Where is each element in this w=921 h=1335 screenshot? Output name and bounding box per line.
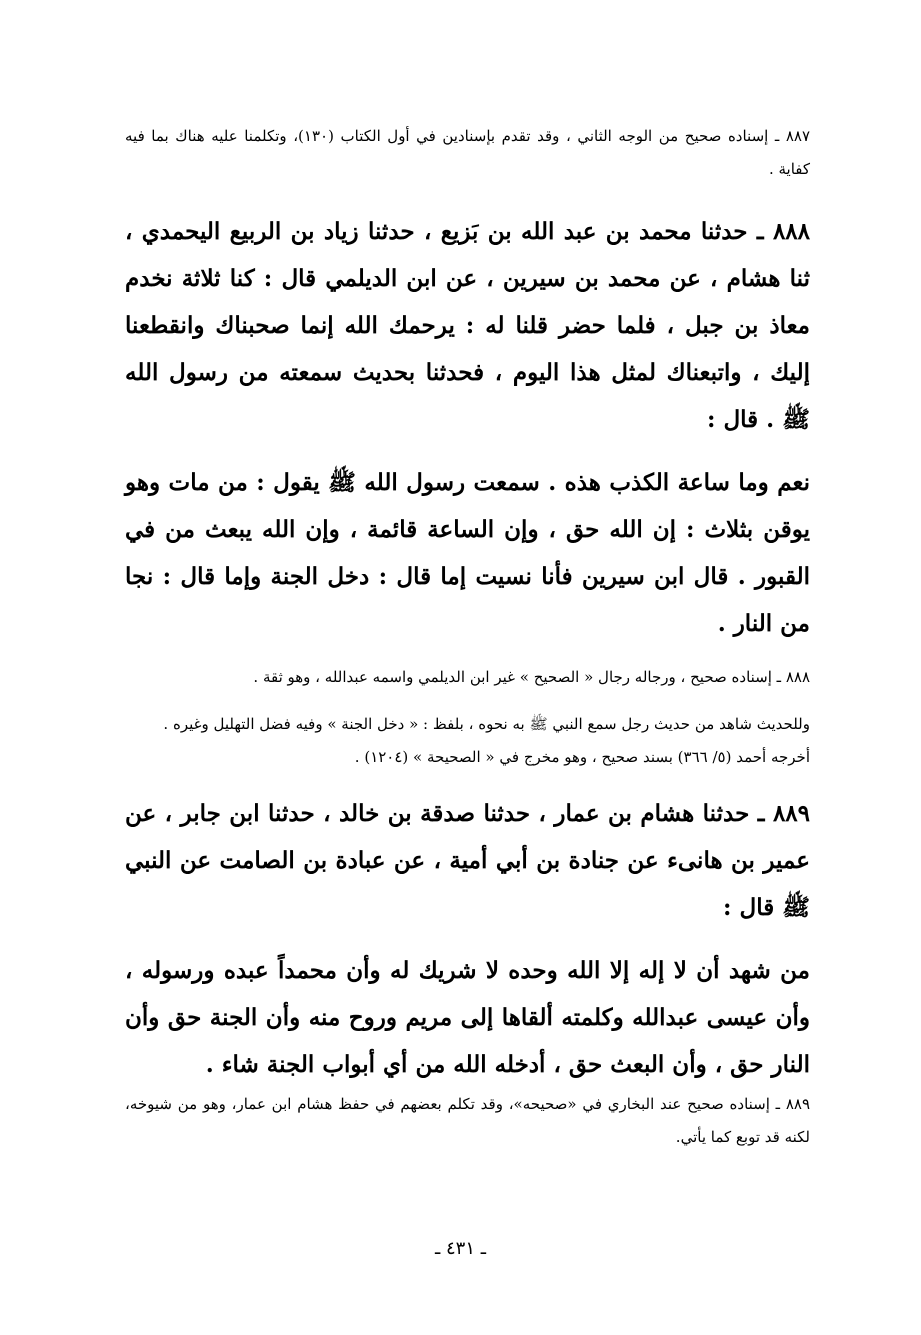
footnote-889: ٨٨٩ ـ إسناده صحيح عند البخاري في «صحيحه»، وقد تكلم بعضهم في حفظ هشام ابن عمار، وهو من شيوخه، لكنه قد توبع كما يأتي. [125, 1095, 810, 1146]
footnote-888-witness: وللحديث شاهد من حديث رجل سمع النبي ﷺ به نحوه ، بلفظ : « دخل الجنة » وفيه فضل التهليل وغيره . [163, 715, 810, 733]
hadith-889-isnad: ٨٨٩ ـ حدثنا هشام بن عمار ، حدثنا صدقة بن خالد ، حدثنا ابن جابر ، عن عمير بن هانىء عن جنادة بن أبي أمية ، عن عبادة بن الصامت عن النبي ﷺ قال : [125, 800, 810, 921]
page-number: ـ ٤٣١ ـ [434, 1238, 486, 1259]
page-body [125, 120, 810, 1154]
footnote-888-source: أخرجه أحمد (٥/ ٣٦٦) بسند صحيح ، وهو مخرج في « الصحيحة » (١٢٠٤) . [354, 748, 810, 766]
hadith-888-matn: نعم وما ساعة الكذب هذه . سمعت رسول الله ﷺ يقول : من مات وهو يوقن بثلاث : إن الله حق ، وإن الساعة قائمة ، وإن الله يبعث من في القبور . قال ابن سيرين فأنا نسيت إما قال : دخل الجنة وإما قال : نجا من النار . [125, 469, 810, 637]
hadith-889-matn: من شهد أن لا إله إلا الله وحده لا شريك له وأن محمداً عبده ورسوله ، وأن عيسى عبدالله وكلمته ألقاها إلى مريم وروح منه وأن الجنة حق وأن النار حق ، وأن البعث حق ، أدخله الله من أي أبواب الجنة شاء . [125, 957, 810, 1078]
footnote-887: ٨٨٧ ـ إسناده صحيح من الوجه الثاني ، وقد تقدم بإسنادين في أول الكتاب (١٣٠)، وتكلمنا عليه هناك بما فيه كفاية . [125, 127, 810, 178]
footnote-888-grading: ٨٨٨ ـ إسناده صحيح ، ورجاله رجال « الصحيح » غير ابن الديلمي واسمه عبدالله ، وهو ثقة . [253, 668, 810, 686]
hadith-888-isnad: ٨٨٨ ـ حدثنا محمد بن عبد الله بن بَزيع ، حدثنا زياد بن الربيع اليحمدي ، ثنا هشام ، عن محمد بن سيرين ، عن ابن الديلمي قال : كنا ثلاثة نخدم معاذ بن جبل ، فلما حضر قلنا له : يرحمك الله إنما صحبناك وانقطعنا إليك ، واتبعناك لمثل هذا اليوم ، فحدثنا بحديث سمعته من رسول الله ﷺ . قال : [125, 218, 810, 433]
